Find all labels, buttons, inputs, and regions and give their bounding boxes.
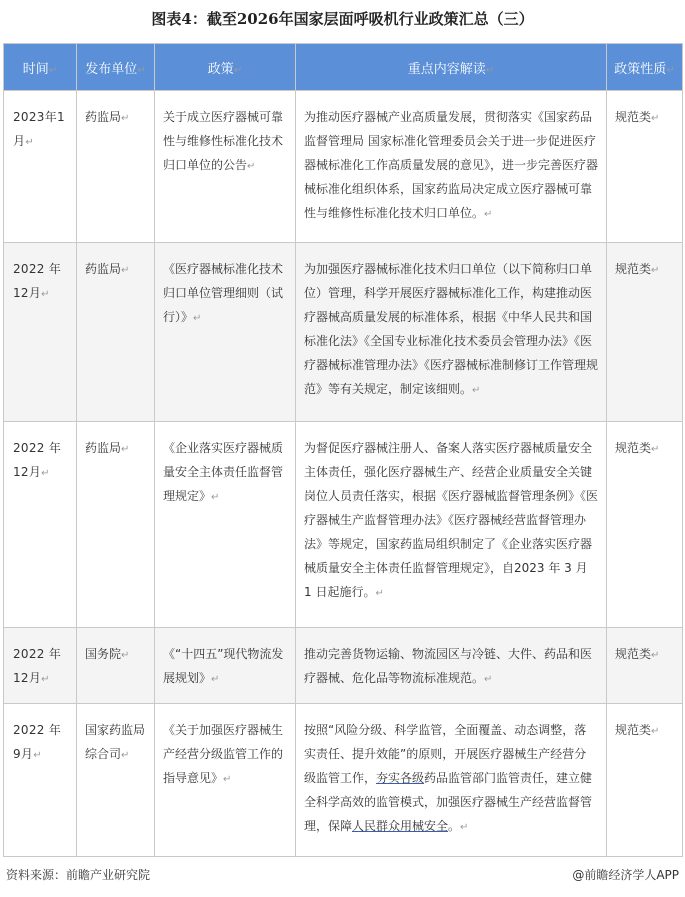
cell-time: 2022 年12月↵ [13, 647, 62, 685]
cell-issuer: 国务院↵ [85, 647, 130, 661]
cell-issuer: 药监局↵ [85, 441, 130, 455]
header-nature: 政策性质↵ [607, 44, 683, 91]
cell-nature: 规范类↵ [615, 647, 660, 661]
cell-policy: 关于成立医疗器械可靠性与维修性标准化技术归口单位的公告↵ [163, 110, 284, 172]
cell-policy: 《关于加强医疗器械生产经营分级监管工作的指导意见》↵ [163, 723, 284, 785]
cell-issuer: 国家药监局综合司↵ [85, 723, 146, 761]
cell-content: 推动完善货物运输、物流园区与冷链、大件、药品和医疗器械、危化品等物流标准规范。↵ [304, 647, 593, 685]
cell-policy: 《“十四五”现代物流发展规划》↵ [163, 647, 284, 685]
header-time: 时间↵ [4, 44, 77, 91]
header-content: 重点内容解读↵ [296, 44, 607, 91]
underlined-text: 夯实各级 [376, 771, 425, 785]
cell-time: 2023年1月↵ [13, 110, 65, 148]
cell-nature: 规范类↵ [615, 262, 660, 276]
policy-table [3, 43, 683, 857]
cell-nature: 规范类↵ [615, 441, 660, 455]
table-row [4, 628, 683, 704]
brand-credit: @前瞻经济学人APP [572, 868, 679, 882]
cell-issuer: 药监局↵ [85, 262, 130, 276]
cell-content: 为推动医疗器械产业高质量发展，贯彻落实《国家药品监督管理局 国家标准化管理委员会关于进一步促进医疗器械标准化工作高质量发展的意见》，进一步完善医疗器械标准化组织体系，国家药监局决定成立医疗器械可靠性与维修性标准化技术归口单位。↵ [304, 110, 599, 220]
header-policy: 政策↵ [155, 44, 296, 91]
cell-time: 2022 年12月↵ [13, 441, 62, 479]
table-row [4, 91, 683, 243]
cell-content: 为加强医疗器械标准化技术归口单位（以下简称归口单位）管理，科学开展医疗器械标准化工作，构建推动医疗器械高质量发展的标准体系，根据《中华人民共和国标准化法》《全国专业标准化技术委员会管理办法》《医疗器械标准管理办法》《医疗器械标准制修订工作管理规范》等有关规定，制定该细则。↵ [304, 262, 599, 396]
cell-content: 按照“风险分级、科学监管，全面覆盖、动态调整，落实责任、提升效能”的原则，开展医疗器械生产经营分级监管工作，夯实各级药品监管部门监管责任，建立健全科学高效的监管模式，加强医疗器械生产经营监督管理，保障人民群众用械安全。↵ [304, 723, 593, 833]
source-note: 资料来源：前瞻产业研究院 [6, 868, 151, 882]
cell-nature: 规范类↵ [615, 110, 660, 124]
cell-time: 2022 年9月↵ [13, 723, 62, 761]
underlined-text: 人民群众用械安全 [352, 819, 449, 833]
page-title: 图表4：截至2026年国家层面呼吸机行业政策汇总（三） [151, 10, 534, 28]
cell-issuer: 药监局↵ [85, 110, 130, 124]
table-row [4, 243, 683, 422]
cell-nature: 规范类↵ [615, 723, 660, 737]
header-issuer: 发布单位↵ [77, 44, 155, 91]
cell-time: 2022 年12月↵ [13, 262, 62, 300]
cell-content: 为督促医疗器械注册人、备案人落实医疗器械质量安全主体责任，强化医疗器械生产、经营企业质量安全关键岗位人员责任落实，根据《医疗器械监督管理条例》《医疗器械生产监督管理办法》《医疗器械经营监督管理办法》等规定，国家药监局组织制定了《企业落实医疗器械质量安全主体责任监督管理规定》，自2023 年 3 月 1 日起施行。↵ [304, 441, 599, 599]
table-row [4, 704, 683, 857]
cell-policy: 《医疗器械标准化技术归口单位管理细则（试行）》↵ [163, 262, 284, 324]
table-row [4, 422, 683, 628]
cell-policy: 《企业落实医疗器械质量安全主体责任监督管理规定》↵ [163, 441, 284, 503]
table-header-row [4, 44, 683, 91]
